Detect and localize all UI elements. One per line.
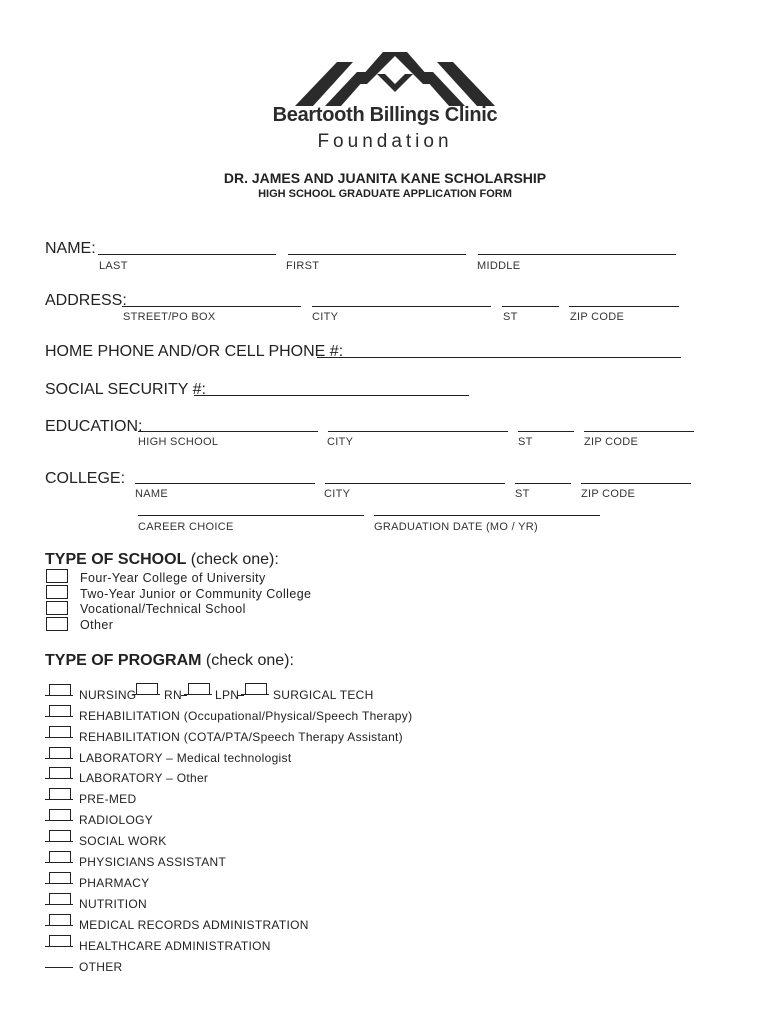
- program-line: [45, 841, 73, 842]
- last-sublabel: LAST: [99, 260, 128, 272]
- college-state-sublabel: ST: [515, 488, 530, 500]
- school-option-checkbox[interactable]: [46, 601, 68, 615]
- lpn-line: [184, 694, 212, 695]
- middle-sublabel: MIDDLE: [477, 260, 521, 272]
- address-city-sublabel: CITY: [312, 311, 339, 323]
- program-label: REHABILITATION (COTA/PTA/Speech Therapy Assistant): [79, 730, 403, 744]
- nursing-line: [45, 695, 73, 696]
- college-name-field[interactable]: [135, 483, 315, 484]
- school-option-label: Other: [80, 618, 114, 632]
- career-choice-sublabel: CAREER CHOICE: [138, 521, 234, 533]
- college-city-sublabel: CITY: [324, 488, 351, 500]
- school-type-heading-rest: (check one):: [186, 551, 279, 568]
- program-label: REHABILITATION (Occupational/Physical/Speech Therapy): [79, 709, 413, 723]
- school-type-heading-bold: TYPE OF SCHOOL: [45, 551, 187, 568]
- high-school-sublabel: HIGH SCHOOL: [138, 436, 219, 448]
- program-line: [45, 758, 73, 759]
- program-line: [45, 925, 73, 926]
- address-state-sublabel: ST: [503, 311, 518, 323]
- lpn-label: LPN: [215, 688, 240, 702]
- middle-name-field[interactable]: [478, 254, 676, 255]
- program-line: [45, 946, 73, 947]
- college-label: COLLEGE:: [45, 470, 126, 487]
- program-type-heading-rest: (check one):: [201, 652, 294, 669]
- program-label: PHYSICIANS ASSISTANT: [79, 855, 227, 869]
- school-option-label: Vocational/Technical School: [80, 602, 246, 616]
- school-option-checkbox[interactable]: [46, 585, 68, 599]
- program-line: [45, 778, 73, 779]
- program-type-heading-bold: TYPE OF PROGRAM: [45, 652, 202, 669]
- address-zip-sublabel: ZIP CODE: [570, 311, 625, 323]
- street-sublabel: STREET/PO BOX: [123, 311, 216, 323]
- education-city-field[interactable]: [328, 431, 508, 432]
- high-school-field[interactable]: [138, 431, 318, 432]
- street-field[interactable]: [122, 306, 301, 307]
- program-label: PRE-MED: [79, 792, 137, 806]
- career-choice-field[interactable]: [138, 515, 364, 516]
- phone-field[interactable]: [317, 357, 681, 358]
- college-zip-sublabel: ZIP CODE: [581, 488, 636, 500]
- program-line: [45, 883, 73, 884]
- college-name-sublabel: NAME: [135, 488, 168, 500]
- last-name-field[interactable]: [98, 254, 276, 255]
- rn-label: RN: [164, 688, 182, 702]
- address-state-field[interactable]: [502, 306, 559, 307]
- college-state-field[interactable]: [515, 483, 571, 484]
- program-type-heading: [45, 652, 294, 670]
- graduation-date-sublabel: GRADUATION DATE (MO / YR): [374, 521, 538, 533]
- education-state-field[interactable]: [518, 431, 574, 432]
- phone-label: HOME PHONE AND/OR CELL PHONE #:: [45, 343, 344, 360]
- college-city-field[interactable]: [325, 483, 505, 484]
- program-label: MEDICAL RECORDS ADMINISTRATION: [79, 918, 309, 932]
- org-subtitle: Foundation: [317, 131, 453, 152]
- education-zip-sublabel: ZIP CODE: [584, 436, 639, 448]
- program-label: RADIOLOGY: [79, 813, 154, 827]
- name-label: NAME:: [45, 240, 96, 257]
- program-line: [45, 799, 73, 800]
- address-city-field[interactable]: [312, 306, 491, 307]
- first-name-field[interactable]: [288, 254, 466, 255]
- program-label: OTHER: [79, 960, 123, 974]
- school-option-checkbox[interactable]: [46, 617, 68, 631]
- nursing-label: NURSING: [79, 688, 137, 702]
- school-type-heading: [45, 551, 279, 569]
- program-label: LABORATORY – Other: [79, 771, 209, 785]
- program-line: [45, 820, 73, 821]
- ssn-field[interactable]: [194, 395, 469, 396]
- rn-after-line: [181, 695, 187, 696]
- education-city-sublabel: CITY: [327, 436, 354, 448]
- school-option-label: Two-Year Junior or Community College: [80, 587, 312, 601]
- college-zip-field[interactable]: [581, 483, 691, 484]
- school-option-checkbox[interactable]: [46, 569, 68, 583]
- org-name: Beartooth Billings Clinic: [272, 104, 498, 126]
- clinic-logo-mountains-icon: [295, 44, 495, 106]
- program-label: NUTRITION: [79, 897, 148, 911]
- education-zip-field[interactable]: [584, 431, 694, 432]
- lpn-after-line: [238, 695, 244, 696]
- program-label: HEALTHCARE ADMINISTRATION: [79, 939, 271, 953]
- first-sublabel: FIRST: [286, 260, 320, 272]
- form-title: DR. JAMES AND JUANITA KANE SCHOLARSHIP: [223, 170, 547, 186]
- program-label: LABORATORY – Medical technologist: [79, 751, 292, 765]
- rn-line: [132, 694, 160, 695]
- program-line: [45, 904, 73, 905]
- ssn-label: SOCIAL SECURITY #:: [45, 381, 206, 398]
- program-label: SOCIAL WORK: [79, 834, 167, 848]
- school-option-label: Four-Year College of University: [80, 571, 266, 585]
- surgical-tech-line: [241, 694, 269, 695]
- education-label: EDUCATION:: [45, 418, 143, 435]
- program-line: [45, 716, 73, 717]
- education-state-sublabel: ST: [518, 436, 533, 448]
- program-line: [45, 737, 73, 738]
- address-zip-field[interactable]: [569, 306, 679, 307]
- address-label: ADDRESS:: [45, 292, 127, 309]
- program-line: [45, 862, 73, 863]
- graduation-date-field[interactable]: [374, 515, 600, 516]
- surgical-tech-label: SURGICAL TECH: [273, 688, 374, 702]
- form-subtitle: HIGH SCHOOL GRADUATE APPLICATION FORM: [258, 188, 512, 200]
- program-label: PHARMACY: [79, 876, 150, 890]
- program-line[interactable]: [45, 967, 73, 968]
